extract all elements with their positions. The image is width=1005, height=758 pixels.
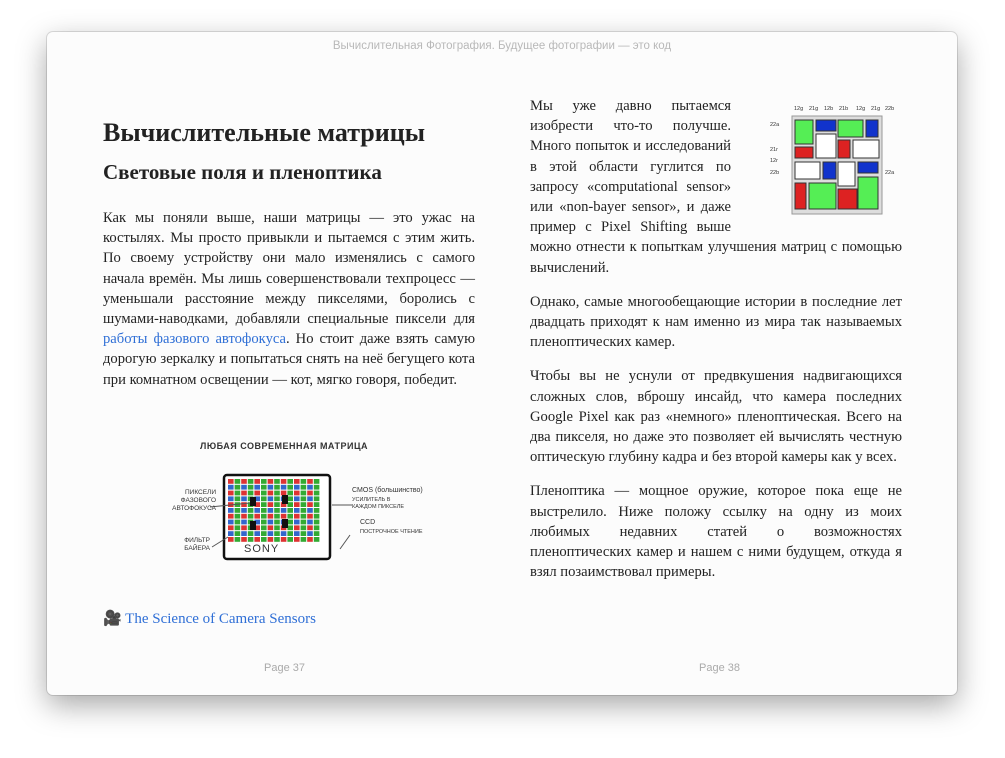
sensor-pixel: [294, 479, 300, 484]
sensor-pixel: [261, 531, 267, 536]
sensor-pixel: [228, 479, 234, 484]
sensor-pixel: [307, 502, 313, 507]
sensor-pixel: [301, 496, 307, 501]
sensor-pixel: [314, 479, 320, 484]
sensor-pixel: [248, 531, 254, 536]
sensor-pixel: [241, 525, 247, 530]
sensor-pixel: [254, 514, 260, 519]
sensor-pixel: [274, 537, 280, 542]
paragraph: Чтобы вы не уснули от предвкушения надвигающихся сложных слов, вброшу инсайд, что камера последних Google Pixel как раз «немного» пленоптическая. Всего на два пикселя, но даже это позволяет ей вычислять честную оптическую глубину кадра и без второй камеры как у всех.: [530, 368, 902, 466]
sensor-pixel: [235, 485, 241, 490]
sensor-pixel: [248, 514, 254, 519]
sensor-pixel: [274, 496, 280, 501]
paragraph-text: Как мы поняли выше, наши матрицы — это ужас на костылях. Мы просто привыкли и пытаемся с этим жить. По своему устройству они мало изменялись с самого начала времён. Мы лишь совершенствовали техпроцесс — уменьшали расстояние между пикселями, боролись с шумами-наводками, добавляли специальные пиксели для: [103, 210, 475, 328]
sensor-pixel: [228, 525, 234, 530]
sensor-pixel: [241, 514, 247, 519]
sensor-pixel: [228, 496, 234, 501]
sensor-pixel: [314, 537, 320, 542]
sensor-pixel: [294, 537, 300, 542]
sensor-pixel: [235, 491, 241, 496]
sensor-pixel: [281, 537, 287, 542]
sensor-pixel: [241, 485, 247, 490]
sensor-pixel: [241, 520, 247, 525]
sensor-pixel: [268, 491, 274, 496]
sensor-pixel: [274, 502, 280, 507]
pdaf-pixel: [282, 519, 288, 528]
sensor-pixel: [294, 520, 300, 525]
sensor-pixel: [294, 525, 300, 530]
sensor-pixel: [301, 502, 307, 507]
sensor-pixel: [314, 525, 320, 530]
sensor-pixel: [254, 479, 260, 484]
sensor-pixel: [314, 514, 320, 519]
diagram-label: 22b: [770, 170, 780, 176]
sensor-pixel: [307, 514, 313, 519]
sensor-pixel: [287, 496, 293, 501]
paragraph: Мы уже давно пытаемся изобрести что-то получше. Много попыток и исследований в этой области гуглится по запросу «computational sensor» или «non-bayer sensor», и даже пример с Pixel Shifting выше можно отнести к попыткам улучшения матриц с помощью вычислений.: [530, 98, 902, 276]
sensor-pixel: [287, 537, 293, 542]
diagram-label: 22a: [770, 122, 780, 128]
sensor-pixel: [268, 479, 274, 484]
window-title: Вычислительная Фотография. Будущее фотографии — это код: [332, 40, 672, 52]
video-link-text[interactable]: The Science of Camera Sensors: [125, 611, 316, 627]
sensor-pixel: [241, 491, 247, 496]
sensor-pixel: [301, 525, 307, 530]
sensor-pixel: [287, 508, 293, 513]
sensor-pixel: [294, 496, 300, 501]
sensor-pixel: [235, 520, 241, 525]
sensor-pixel: [268, 496, 274, 501]
sensor-pixel: [248, 485, 254, 490]
sensor-pixel: [307, 525, 313, 530]
phase-autofocus-link[interactable]: работы фазового автофокуса: [103, 331, 286, 348]
diagram-label: 22b: [885, 106, 895, 112]
diagram-label: 12g: [856, 106, 866, 112]
sensor-pixel: [248, 479, 254, 484]
sensor-pixel: [235, 479, 241, 484]
diagram-label: 22a: [885, 170, 895, 176]
sensor-pixel: [241, 508, 247, 513]
page-number-right: Page 38: [699, 662, 740, 674]
sensor-pixel: [281, 531, 287, 536]
chapter-heading: Вычислительные матрицы: [103, 118, 426, 147]
page-number-left: Page 37: [264, 662, 305, 674]
sensor-pixel: [228, 531, 234, 536]
sensor-pixel: [261, 537, 267, 542]
diagram-label: 21r: [770, 147, 778, 153]
sensor-matrix-figure: [162, 437, 442, 577]
sensor-pixel: [254, 485, 260, 490]
sensor-pixel: [281, 508, 287, 513]
sensor-pixel: [274, 531, 280, 536]
right-page: [530, 96, 902, 596]
diagram-label: 21g: [809, 106, 819, 112]
sensor-pixel: [314, 502, 320, 507]
sensor-pixel: [268, 525, 274, 530]
sensor-pixel: [287, 520, 293, 525]
sensor-pixel: [294, 514, 300, 519]
sensor-pixel: [281, 491, 287, 496]
figure-title: ЛЮБАЯ СОВРЕМЕННАЯ МАТРИЦА: [200, 441, 369, 451]
sensor-pixel: [274, 520, 280, 525]
sensor-pixel: [235, 496, 241, 501]
sensor-pixel: [261, 496, 267, 501]
sensor-pixel: [268, 514, 274, 519]
diagram-label: 12r: [770, 158, 778, 164]
sensor-pixel: [254, 531, 260, 536]
sensor-pixel: [301, 520, 307, 525]
sensor-pixel: [228, 508, 234, 513]
sensor-pixel: [307, 531, 313, 536]
diagram-label: 12b: [824, 106, 834, 112]
pdaf-label: ПИКСЕЛИ ФАЗОВОГО АВТОФОКУСА: [172, 489, 216, 512]
ccd-label: CCD: [360, 519, 376, 526]
ccd-sublabel: ПОСТРОЧНОЕ ЧТЕНИЕ: [360, 529, 423, 535]
sensor-pixel: [301, 485, 307, 490]
sensor-pixel: [287, 485, 293, 490]
sensor-pixel: [261, 479, 267, 484]
sensor-pixel: [287, 502, 293, 507]
sensor-pixel: [307, 491, 313, 496]
sensor-pixel: [261, 525, 267, 530]
sensor-pixel: [301, 491, 307, 496]
sensor-pixel: [261, 485, 267, 490]
sensor-pixel: [274, 479, 280, 484]
sensor-pixel: [287, 525, 293, 530]
sensor-pixel: [268, 520, 274, 525]
non-bayer-sensor-figure: [737, 96, 902, 236]
sensor-pixel: [268, 508, 274, 513]
sensor-pixel: [281, 485, 287, 490]
sensor-pixel: [261, 491, 267, 496]
sensor-pixel: [235, 508, 241, 513]
section-heading: Световые поля и пленоптика: [103, 160, 382, 184]
sensor-pixel: [241, 537, 247, 542]
sensor-pixel: [235, 525, 241, 530]
sensor-pixel: [235, 514, 241, 519]
sensor-pixel: [294, 531, 300, 536]
sensor-pixel: [294, 485, 300, 490]
sensor-pixel: [301, 537, 307, 542]
sensor-pixel: [301, 479, 307, 484]
sensor-pixel: [235, 531, 241, 536]
sensor-pixel: [287, 514, 293, 519]
sensor-pixel: [228, 520, 234, 525]
pdaf-pixel: [250, 521, 256, 530]
sensor-pixel: [281, 479, 287, 484]
sensor-pixel: [307, 520, 313, 525]
cmos-sublabel: УСИЛИТЕЛЬ В КАЖДОМ ПИКСЕЛЕ: [352, 497, 405, 510]
sensor-pixel: [314, 520, 320, 525]
sensor-pixel: [228, 491, 234, 496]
diagram-label: 21b: [839, 106, 849, 112]
sensor-pixel: [241, 531, 247, 536]
pdaf-pixel: [282, 495, 288, 504]
sensor-pixel: [248, 508, 254, 513]
sensor-layout-diagram: [737, 96, 902, 236]
sensor-pixel: [248, 491, 254, 496]
sensor-pixel: [307, 537, 313, 542]
sensor-pixel: [254, 508, 260, 513]
sensor-pixel: [274, 514, 280, 519]
sensor-pixel: [287, 479, 293, 484]
sensor-pixel: [314, 496, 320, 501]
sensor-pixel: [261, 508, 267, 513]
sensor-pixel: [228, 537, 234, 542]
sensor-pixel: [274, 508, 280, 513]
bayer-label: ФИЛЬТР БАЙЕРА: [184, 537, 210, 552]
sensor-pixel: [314, 485, 320, 490]
sony-label: SONY: [244, 543, 280, 555]
sensor-pixel: [301, 531, 307, 536]
sensor-pixel: [228, 514, 234, 519]
sensor-pixel: [248, 537, 254, 542]
sensor-pixel: [294, 502, 300, 507]
video-link[interactable]: [103, 609, 316, 628]
sensor-pixel: [274, 491, 280, 496]
paragraph-text: . Но стоит даже взять самую дорогую зеркалку и попытаться снять на неё бегущего кота при комнатном освещении — кот, мягко говоря, победит.: [103, 331, 475, 388]
sensor-pixel: [268, 485, 274, 490]
diagram-label: 12g: [794, 106, 804, 112]
sensor-pixel: [268, 502, 274, 507]
sensor-pixel: [254, 537, 260, 542]
sensor-pixel: [228, 485, 234, 490]
sensor-pixel: [268, 537, 274, 542]
sensor-pixel: [301, 508, 307, 513]
sensor-pixel: [241, 479, 247, 484]
diagram-label: 21g: [871, 106, 881, 112]
paragraph: Пленоптика — мощное оружие, которое пока еще не выстрелило. Ниже положу ссылку на одну из моих любимых недавних статей о возможностях пленоптических камер и нашем с ними будущем, откуда я взял позаимствовал примеры.: [530, 483, 902, 581]
sensor-pixel: [281, 514, 287, 519]
sensor-pixel: [307, 508, 313, 513]
sensor-pixel: [294, 491, 300, 496]
sensor-pixel: [301, 514, 307, 519]
sensor-pixel: [314, 508, 320, 513]
cmos-label: CMOS (большинство): [352, 487, 423, 494]
sensor-pixel: [261, 514, 267, 519]
sensor-pixel: [268, 531, 274, 536]
sensor-pixel: [274, 485, 280, 490]
sensor-pixel: [261, 502, 267, 507]
left-paragraph: [103, 208, 475, 390]
video-camera-icon: 🎥: [103, 611, 122, 627]
sensor-pixel: [314, 491, 320, 496]
sensor-pixel: [254, 491, 260, 496]
sensor-pixel: [274, 525, 280, 530]
sensor-pixel: [287, 491, 293, 496]
sensor-pixel: [307, 479, 313, 484]
sensor-pixel: [307, 496, 313, 501]
sensor-pixel: [307, 485, 313, 490]
sensor-pixel: [241, 496, 247, 501]
sensor-pixel: [235, 537, 241, 542]
pdaf-pixel: [250, 497, 256, 506]
paragraph: Однако, самые многообещающие истории в последние лет двадцать приходят к нам именно из мира так называемых пленоптических камер.: [530, 293, 902, 351]
sensor-pixel: [261, 520, 267, 525]
reader-window: [47, 32, 957, 695]
sensor-pixel: [287, 531, 293, 536]
sensor-pixel: [314, 531, 320, 536]
sensor-pixel: [294, 508, 300, 513]
